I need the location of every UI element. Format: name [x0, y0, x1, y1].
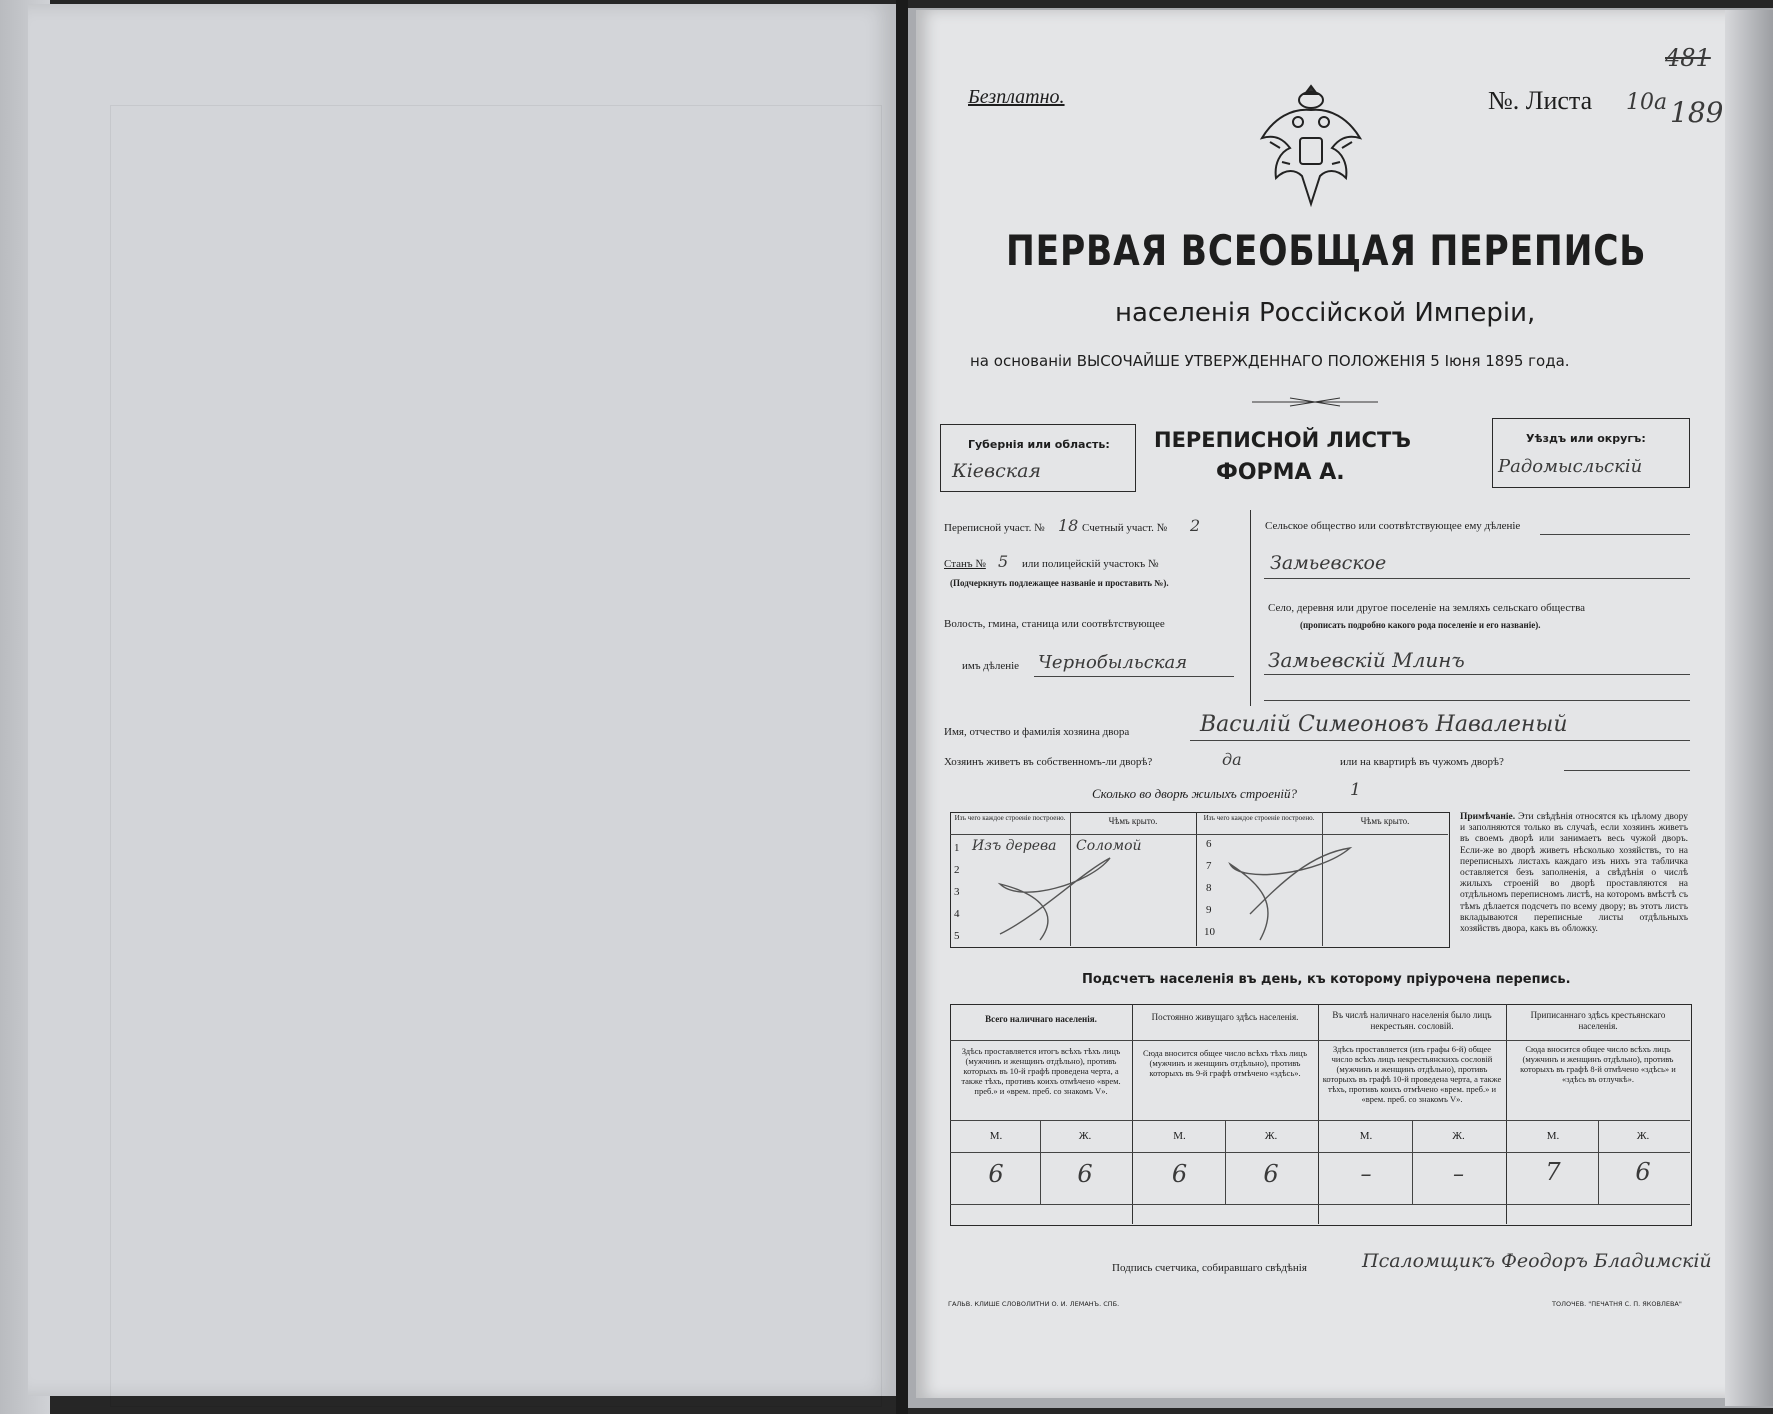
- archive-number: 189: [1670, 96, 1724, 129]
- count-col-1-desc: Здѣсь проставляется итогъ всѣхъ тѣхъ лицъ (мужчинъ и женщинъ отдѣльно), противъ которыхъ въ 10-й графѣ проведена черта, а также тѣхъ, противъ коихъ отмѣчено «врем. преб.» и «врем. преб. со знакомъ V».: [961, 1046, 1121, 1096]
- underline-note: (Подчеркнуть подлежащее названіе и проставить №).: [950, 578, 1169, 588]
- police-label: или полицейскій участокъ №: [1022, 558, 1159, 570]
- building-row-8-num: 8: [1206, 882, 1212, 894]
- count-title: Подсчетъ населенія въ день, къ которому пріурочена перепись.: [1082, 972, 1571, 987]
- title-sub: населенія Россійской Имперіи,: [1115, 298, 1536, 328]
- col-material-header-right: Изъ чего каждое строеніе построено.: [1203, 814, 1315, 822]
- count-col-4-header: Приписаннаго здѣсь крестьянскаго населенія.: [1530, 1010, 1666, 1031]
- count-col-3-header: Въ числѣ наличнаго населенія было лицъ некрестьян. сословій.: [1332, 1010, 1492, 1031]
- owner-label: Имя, отчество и фамилія хозяина двора: [944, 726, 1130, 738]
- count-col-2-desc: Сюда вносится общее число всѣхъ тѣхъ лицъ (мужчинъ и женщинъ отдѣльно), противъ которыхъ въ 9-й графѣ отмѣчено «здѣсь».: [1142, 1048, 1308, 1078]
- village-label: Село, деревня или другое поселеніе на земляхъ сельскаго общества: [1268, 602, 1586, 614]
- page-stack-right-edge: [1725, 10, 1773, 1406]
- guberniya-label: Губернія или область:: [968, 438, 1110, 451]
- field-divider: [1250, 510, 1251, 706]
- uezd-value: Радомысльскій: [1498, 456, 1643, 477]
- printer-imprint-left: ГАЛЬВ. КЛИШЕ СЛОВОЛИТНИ О. И. ЛЕМАНЪ. СПБ.: [948, 1300, 1120, 1308]
- building-row-4-num: 4: [954, 908, 960, 920]
- count-col-4-desc: Сюда вносится общее число всѣхъ лицъ (мужчинъ и женщинъ отдѣльно), противъ которыхъ въ графѣ 8-й отмѣчено «здѣсь» и «здѣсь въ отлучкѣ».: [1520, 1044, 1676, 1084]
- count-col-3-m-label: М.: [1359, 1130, 1373, 1142]
- title-main: ПЕРВАЯ ВСЕОБЩАЯ ПЕРЕПИСЬ: [1006, 226, 1647, 275]
- col-roof-header-right: Чѣмъ крыто.: [1360, 816, 1410, 826]
- archive-number-struck: 481: [1665, 44, 1711, 72]
- apartment-label: или на квартирѣ въ чужомъ дворѣ?: [1340, 756, 1504, 768]
- count-col-2-f-value: 6: [1263, 1160, 1279, 1188]
- count-col-1-header: Всего наличнаго населенія.: [985, 1014, 1097, 1024]
- count-col-2-header: Постоянно живущаго здѣсь населенія.: [1151, 1012, 1299, 1022]
- building-row-3-num: 3: [954, 886, 960, 898]
- building-row-5-num: 5: [954, 930, 960, 942]
- building-row-1-material: Изъ дерева: [972, 838, 1057, 854]
- signature-value: Псаломщикъ Феодоръ Бладимскій: [1362, 1250, 1712, 1272]
- count-col-4-f-value: 6: [1635, 1158, 1651, 1186]
- society-value: Замьевское: [1270, 552, 1387, 574]
- buildings-label: Сколько во дворѣ жилыхъ строеній?: [1092, 786, 1298, 801]
- society-label: Сельское общество или соотвѣтствующее ему дѣленіе: [1265, 520, 1521, 532]
- building-row-2-num: 2: [954, 864, 960, 876]
- guberniya-value: Кіевская: [952, 460, 1041, 482]
- note-block: [1460, 812, 1688, 935]
- printer-imprint-right: ТОЛОЧЕВ. "ПЕЧАТНЯ С. П. ЯКОВЛЕВА": [1552, 1300, 1682, 1308]
- own-yard-label: Хозяинъ живетъ въ собственномъ-ли дворѣ?: [944, 756, 1153, 768]
- count-col-4-f-label: Ж.: [1636, 1130, 1650, 1142]
- ornament-divider: [1250, 394, 1380, 410]
- title-basis: на основаніи ВЫСОЧАЙШЕ УТВЕРЖДЕННАГО ПОЛОЖЕНІЯ 5 Іюня 1895 года.: [970, 352, 1570, 370]
- count-col-1-m-label: М.: [989, 1130, 1003, 1142]
- building-row-1-num: 1: [954, 842, 960, 854]
- building-row-9-num: 9: [1206, 904, 1212, 916]
- count-col-4-m-label: М.: [1546, 1130, 1560, 1142]
- building-row-10-num: 10: [1204, 926, 1215, 938]
- volost-value: Чернобыльская: [1038, 652, 1188, 673]
- note-heading: Примѣчаніе.: [1460, 812, 1516, 822]
- form-title: ФОРМА А.: [1216, 460, 1345, 485]
- village-note: (прописать подробно какого рода поселеніе и его названіе).: [1300, 620, 1541, 630]
- uezd-box: [1492, 418, 1690, 488]
- stan-value: 5: [998, 552, 1009, 571]
- sheet-number-label: №. Листа: [1488, 86, 1593, 115]
- col-roof-header-left: Чѣмъ крыто.: [1108, 816, 1158, 826]
- sheet-number-value: 10а: [1626, 90, 1668, 115]
- count-area-label: Счетный участ. №: [1082, 522, 1168, 534]
- building-row-7-num: 7: [1206, 860, 1212, 872]
- building-row-6-num: 6: [1206, 838, 1212, 850]
- count-col-1-m-value: 6: [988, 1160, 1004, 1188]
- volost-label-1: Волость, гмина, станица или соотвѣтствующее: [944, 618, 1165, 630]
- uezd-label: Уѣздъ или округъ:: [1526, 432, 1646, 445]
- free-label: Безплатно.: [968, 86, 1065, 108]
- count-col-3-desc: Здѣсь проставляется (изъ графы 6-й) общее число всѣхъ лицъ некрестьянскихъ сословій (мужчинъ и женщинъ отдѣльно), противъ которыхъ въ графѣ 10-й проведена черта, а также тѣхъ, противъ коихъ отмѣчено «врем. преб.» и «врем. преб. со знакомъ V».: [1322, 1044, 1502, 1104]
- building-row-1-roof: Соломой: [1076, 838, 1142, 854]
- imperial-eagle-emblem: [1252, 78, 1370, 212]
- count-col-3-f-value: –: [1453, 1162, 1464, 1187]
- census-area-label: Переписной участ. №: [944, 522, 1045, 534]
- count-col-3-m-value: –: [1360, 1162, 1372, 1187]
- count-col-2-f-label: Ж.: [1264, 1130, 1278, 1142]
- stan-label: Станъ №: [944, 558, 986, 570]
- col-material-header-left: Изъ чего каждое строеніе построено.: [954, 814, 1066, 822]
- count-area-value: 2: [1190, 516, 1201, 535]
- count-col-3-f-label: Ж.: [1452, 1130, 1465, 1142]
- volost-label-2: имъ дѣленіе: [962, 660, 1020, 672]
- own-yard-value: да: [1222, 750, 1242, 769]
- count-col-4-m-value: 7: [1545, 1158, 1561, 1186]
- count-col-2-m-label: М.: [1173, 1130, 1186, 1142]
- book-gutter: [896, 0, 908, 1414]
- left-page-bleed-through: [110, 105, 882, 1407]
- buildings-value: 1: [1350, 780, 1361, 800]
- note-text: Эти свѣдѣнія относятся къ цѣлому двору и заполняются только въ случаѣ, если хозяинъ живетъ въ своемъ дворѣ или занимаетъ весь чужой дворъ. Если-же во дворѣ живетъ нѣсколько хозяйствъ, то на переписныхъ листахъ каждаго изъ нихъ эта табличка оставляется безъ заполненія, а свѣдѣнія о числѣ жилыхъ строеній во дворѣ проставляются на отдѣльномъ переписномъ листѣ, на которомъ вмѣстѣ съ тѣмъ дѣлается подсчетъ по всему двору; въ этотъ листъ вкладываются переписные листы отдѣльныхъ хозяйствъ двора, какъ въ обложку.: [1460, 812, 1688, 935]
- count-col-1-f-label: Ж.: [1078, 1130, 1092, 1142]
- owner-value: Василій Симеоновъ Наваленый: [1200, 712, 1568, 737]
- sheet-title: ПЕРЕПИСНОЙ ЛИСТЪ: [1154, 428, 1412, 452]
- count-col-2-m-value: 6: [1171, 1160, 1188, 1188]
- count-col-1-f-value: 6: [1077, 1160, 1093, 1188]
- count-table: [950, 1004, 1692, 1226]
- empty-rows-strike-marks: [980, 844, 1420, 944]
- census-area-value: 18: [1058, 516, 1079, 535]
- village-value: Замьевскій Млинъ: [1268, 648, 1465, 672]
- signature-label: Подпись счетчика, собиравшаго свѣдѣнія: [1112, 1262, 1307, 1274]
